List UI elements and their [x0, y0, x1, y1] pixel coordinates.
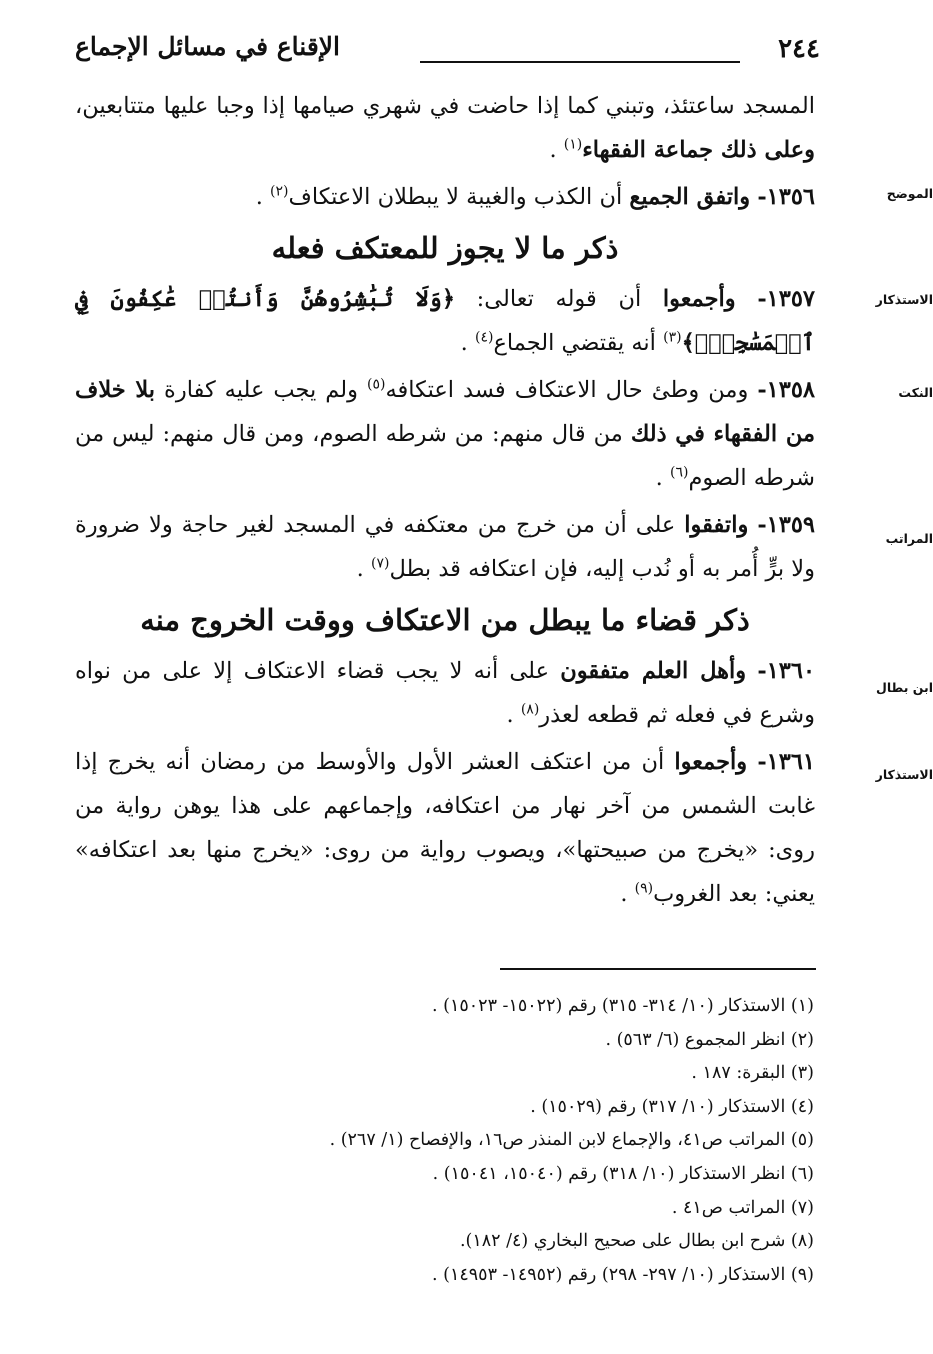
- paragraph-text: على أنه لا يجب قضاء الاعتكاف إلا على من نواه وشرع في فعله ثم قطعه لعذر: [75, 658, 815, 728]
- paragraph-text: المسجد ساعتئذ، وتبني كما إذا حاضت في شهري صيامها إذا وجبا عليها متتابعين،: [75, 93, 815, 119]
- margin-source-note: ابن بطال: [876, 680, 933, 695]
- footnote-ref: (٩): [634, 880, 654, 897]
- main-text: [75, 84, 815, 964]
- footnote: (٩) الاستذكار (١٠/ ٢٩٧- ٢٩٨) رقم (١٤٩٥٢- ١٤٩٥٣) .: [432, 1264, 814, 1285]
- paragraph-text: على أن من خرج من معتكفه في المسجد لغير حاجة ولا ضرورة ولا برٍّ أُمر به أو نُدب إليه، فإن اعتكافه قد بطل: [75, 512, 815, 582]
- footnote-ref: (٨): [520, 701, 540, 718]
- footnote-separator: [500, 968, 816, 970]
- footnote-ref: (٧): [370, 555, 390, 572]
- entry-number: ١٣٦١-: [757, 749, 815, 775]
- book-title: الإقناع في مسائل الإجماع: [75, 32, 340, 61]
- running-header: [75, 30, 820, 70]
- footnotes: [120, 990, 814, 1292]
- footnote: (٧) المراتب ص٤١ .: [671, 1197, 814, 1218]
- paragraph-1356: [75, 175, 815, 219]
- entry-number: ١٣٥٩-: [757, 512, 815, 538]
- paragraph-lead: واتفقوا: [684, 512, 749, 538]
- paragraph-lead: وأجمعوا: [674, 749, 748, 775]
- paragraph-tail: .: [620, 881, 628, 907]
- paragraph-lead: وأهل العلم متفقون: [560, 658, 747, 684]
- entry-number: ١٣٦٠-: [757, 658, 816, 684]
- paragraph-text: ومن وطئ حال الاعتكاف فسد اعتكافه: [385, 377, 758, 403]
- footnote-ref: (٢): [270, 183, 289, 200]
- footnote: (٥) المراتب ص٤١، والإجماع لابن المنذر ص١٦، والإفصاح (١/ ٢٦٧) .: [329, 1130, 814, 1151]
- paragraph-tail: من قال منهم: من شرطه الصوم، ومن قال منهم: ليس من شرطه الصوم: [75, 421, 815, 491]
- paragraph-continuation: [75, 84, 815, 172]
- paragraph-text: أن من اعتكف العشر الأول والأوسط من رمضان أنه يخرج إذا غابت الشمس من آخر نهار من اعتكافه، وإجماعهم على هذا يوهن رواية من روى: «يخرج من صبيحتها»، ويصوب رواية من روى: «يخرج منها بعد اعتكافه» يعني: بعد الغروب: [75, 749, 815, 907]
- section-heading: ذكر ما لا يجوز للمعتكف فعله: [271, 231, 619, 265]
- entry-number: ١٣٥٨-: [757, 377, 815, 403]
- footnote: (٤) الاستذكار (١٠/ ٣١٧) رقم (١٥٠٢٩) .: [530, 1096, 814, 1117]
- footnote: (١) الاستذكار (١٠/ ٣١٤- ٣١٥) رقم (١٥٠٢٢- ١٥٠٢٣) .: [432, 996, 814, 1016]
- paragraph-tail: ولم يجب عليه كفارة: [155, 377, 367, 403]
- entry-number: ١٣٥٦-: [757, 184, 815, 210]
- paragraph-tail: .: [460, 330, 468, 356]
- entry-number: ١٣٥٧-: [757, 286, 815, 312]
- paragraph-tail: .: [356, 556, 364, 582]
- footnote: (٣) البقرة: ١٨٧ .: [691, 1063, 814, 1084]
- margin-source-note: المراتب: [885, 531, 933, 546]
- margin-source-note: الاستذكار: [875, 767, 933, 782]
- quran-verse: ﴿وَلَا تُبَٰشِرُوهُنَّ وَأَنتُمۡ عَٰكِفُونَ فِي ٱلۡمَسَٰجِدِۗ﴾: [75, 286, 815, 356]
- footnote: (٨) شرح ابن بطال على صحيح البخاري (٤/ ١٨٢).: [459, 1231, 814, 1252]
- section-heading: ذكر قضاء ما يبطل من الاعتكاف ووقت الخروج منه: [140, 603, 750, 637]
- footnote: (٦) انظر الاستذكار (١٠/ ٣١٨) رقم (١٥٠٤٠، ١٥٠٤١) .: [432, 1163, 814, 1184]
- footnote-ref: (٥): [367, 376, 386, 393]
- paragraph-1360: [75, 649, 815, 737]
- header-rule: [420, 61, 740, 63]
- paragraph-lead: واتفق الجميع: [629, 184, 751, 210]
- footnote-ref: (٦): [669, 464, 689, 481]
- margin-source-note: الموضح: [886, 186, 933, 201]
- paragraph-text: أن الكذب والغيبة لا يبطلان الاعتكاف: [288, 184, 630, 210]
- footnote-ref: (١): [563, 136, 583, 153]
- margin-source-note: النكت: [898, 385, 933, 400]
- margin-source-note: الاستذكار: [875, 292, 933, 307]
- paragraph-lead: بلا خلاف من الفقهاء في ذلك: [75, 377, 815, 447]
- footnote: (٢) انظر المجموع (٦/ ٥٦٣) .: [605, 1029, 814, 1050]
- paragraph-tail: أنه يقتضي الجماع: [493, 330, 664, 356]
- paragraph-lead: وأجمعوا: [662, 286, 736, 312]
- paragraph-1359: [75, 503, 815, 591]
- paragraph-1361: [75, 740, 815, 916]
- paragraph-lead: وعلى ذلك جماعة الفقهاء: [582, 137, 815, 163]
- page-number: ٢٤٤: [778, 34, 820, 64]
- footnote-ref: (٤): [474, 329, 494, 346]
- paragraph-1358: [75, 368, 815, 500]
- paragraph-tail: .: [549, 137, 557, 163]
- paragraph-1357: [75, 277, 815, 365]
- footnote-ref: (٣): [663, 329, 682, 346]
- paragraph-tail: .: [255, 184, 263, 210]
- paragraph-tail: .: [655, 465, 663, 491]
- paragraph-text: أن قوله تعالى:: [455, 286, 663, 312]
- paragraph-tail: .: [506, 702, 514, 728]
